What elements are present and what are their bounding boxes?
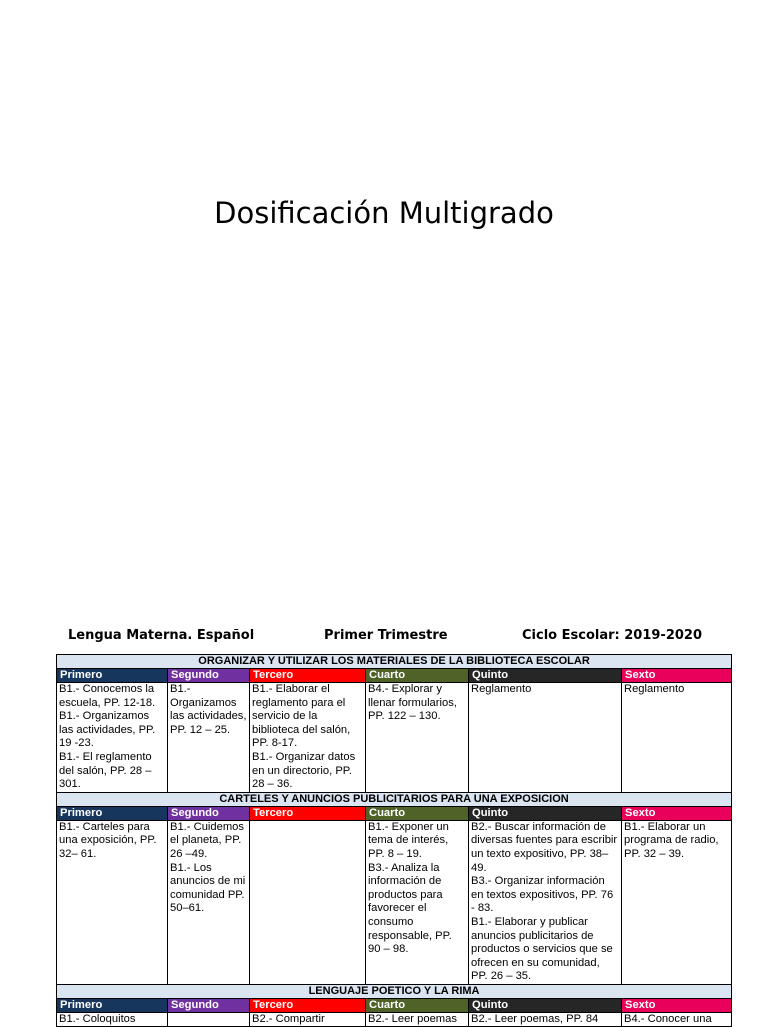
school-cycle-label: Ciclo Escolar: 2019-2020 bbox=[522, 628, 702, 643]
section-title: LENGUAJE POETICO Y LA RIMA bbox=[57, 984, 732, 998]
grade-header-row bbox=[57, 806, 732, 820]
content-cell-tercero: B1.- Elaborar el reglamento para el servicio de la biblioteca del salón, PP. 8-17. B1.- Organizar datos en un directorio, PP. 28 – 36. bbox=[250, 683, 366, 793]
content-cell-segundo: B1.- Cuidemos el planeta, PP. 26 –49. B1.- Los anuncios de mi comunidad PP. 50–61. bbox=[168, 820, 250, 984]
term-label: Primer Trimestre bbox=[324, 628, 448, 643]
section-title: CARTELES Y ANUNCIOS PUBLICITARIOS PARA UNA EXPOSICION bbox=[57, 792, 732, 806]
content-cell-primero: B1.- Coloquitos bbox=[57, 1012, 168, 1027]
grade-header-sexto: Sexto bbox=[622, 806, 732, 820]
content-cell-segundo bbox=[168, 1012, 250, 1027]
content-cell-tercero: B2.- Compartir bbox=[250, 1012, 366, 1027]
grade-header-segundo: Segundo bbox=[168, 998, 250, 1012]
grade-header-tercero: Tercero bbox=[250, 998, 366, 1012]
section-header-row bbox=[57, 984, 732, 998]
section-header-row bbox=[57, 655, 732, 669]
grade-header-segundo: Segundo bbox=[168, 669, 250, 683]
grade-header-cuarto: Cuarto bbox=[366, 998, 469, 1012]
grade-header-cuarto: Cuarto bbox=[366, 806, 469, 820]
content-row bbox=[57, 820, 732, 984]
grade-header-row bbox=[57, 998, 732, 1012]
content-row bbox=[57, 683, 732, 793]
content-cell-sexto: B1.- Elaborar un programa de radio, PP. 32 – 39. bbox=[622, 820, 732, 984]
grade-header-segundo: Segundo bbox=[168, 806, 250, 820]
content-cell-sexto: Reglamento bbox=[622, 683, 732, 793]
grade-header-cuarto: Cuarto bbox=[366, 669, 469, 683]
grade-header-quinto: Quinto bbox=[469, 806, 622, 820]
grade-header-quinto: Quinto bbox=[469, 669, 622, 683]
content-cell-quinto: Reglamento bbox=[469, 683, 622, 793]
content-cell-cuarto: B4.- Explorar y llenar formularios, PP. 122 – 130. bbox=[366, 683, 469, 793]
grade-header-sexto: Sexto bbox=[622, 669, 732, 683]
grade-header-row bbox=[57, 669, 732, 683]
content-cell-sexto: B4.- Conocer una bbox=[622, 1012, 732, 1027]
section-header-row bbox=[57, 792, 732, 806]
content-cell-cuarto: B1.- Exponer un tema de interés, PP. 8 – 19. B3.- Analiza la información de productos para favorecer el consumo responsable, PP. 90 – 98. bbox=[366, 820, 469, 984]
document-header bbox=[56, 628, 730, 646]
content-cell-quinto: B2.- Buscar información de diversas fuentes para escribir un texto expositivo, PP. 38– 49. B3.- Organizar información en textos expositivos, PP. 76 - 83. B1.- Elaborar y publicar anuncios publicitarios de productos o servicios que se ofrecen en su comunidad, PP. 26 – 35. bbox=[469, 820, 622, 984]
content-cell-primero: B1.- Carteles para una exposición, PP. 32– 61. bbox=[57, 820, 168, 984]
grade-header-tercero: Tercero bbox=[250, 669, 366, 683]
content-cell-tercero bbox=[250, 820, 366, 984]
grade-header-primero: Primero bbox=[57, 669, 168, 683]
grade-header-sexto: Sexto bbox=[622, 998, 732, 1012]
content-row bbox=[57, 1012, 732, 1027]
grade-header-tercero: Tercero bbox=[250, 806, 366, 820]
dosage-table bbox=[56, 654, 732, 1027]
grade-header-primero: Primero bbox=[57, 998, 168, 1012]
content-cell-quinto: B2.- Leer poemas, PP. 84 bbox=[469, 1012, 622, 1027]
grade-header-quinto: Quinto bbox=[469, 998, 622, 1012]
content-cell-primero: B1.- Conocemos la escuela, PP. 12-18. B1.- Organizamos las actividades, PP. 19 -23. B1.- El reglamento del salón, PP. 28 – 301. bbox=[57, 683, 168, 793]
page-title: Dosificación Multigrado bbox=[214, 196, 554, 230]
content-cell-cuarto: B2.- Leer poemas bbox=[366, 1012, 469, 1027]
grade-header-primero: Primero bbox=[57, 806, 168, 820]
section-title: ORGANIZAR Y UTILIZAR LOS MATERIALES DE LA BIBLIOTECA ESCOLAR bbox=[57, 655, 732, 669]
subject-label: Lengua Materna. Español bbox=[68, 628, 255, 643]
content-cell-segundo: B1.- Organizamos las actividades, PP. 12 – 25. bbox=[168, 683, 250, 793]
